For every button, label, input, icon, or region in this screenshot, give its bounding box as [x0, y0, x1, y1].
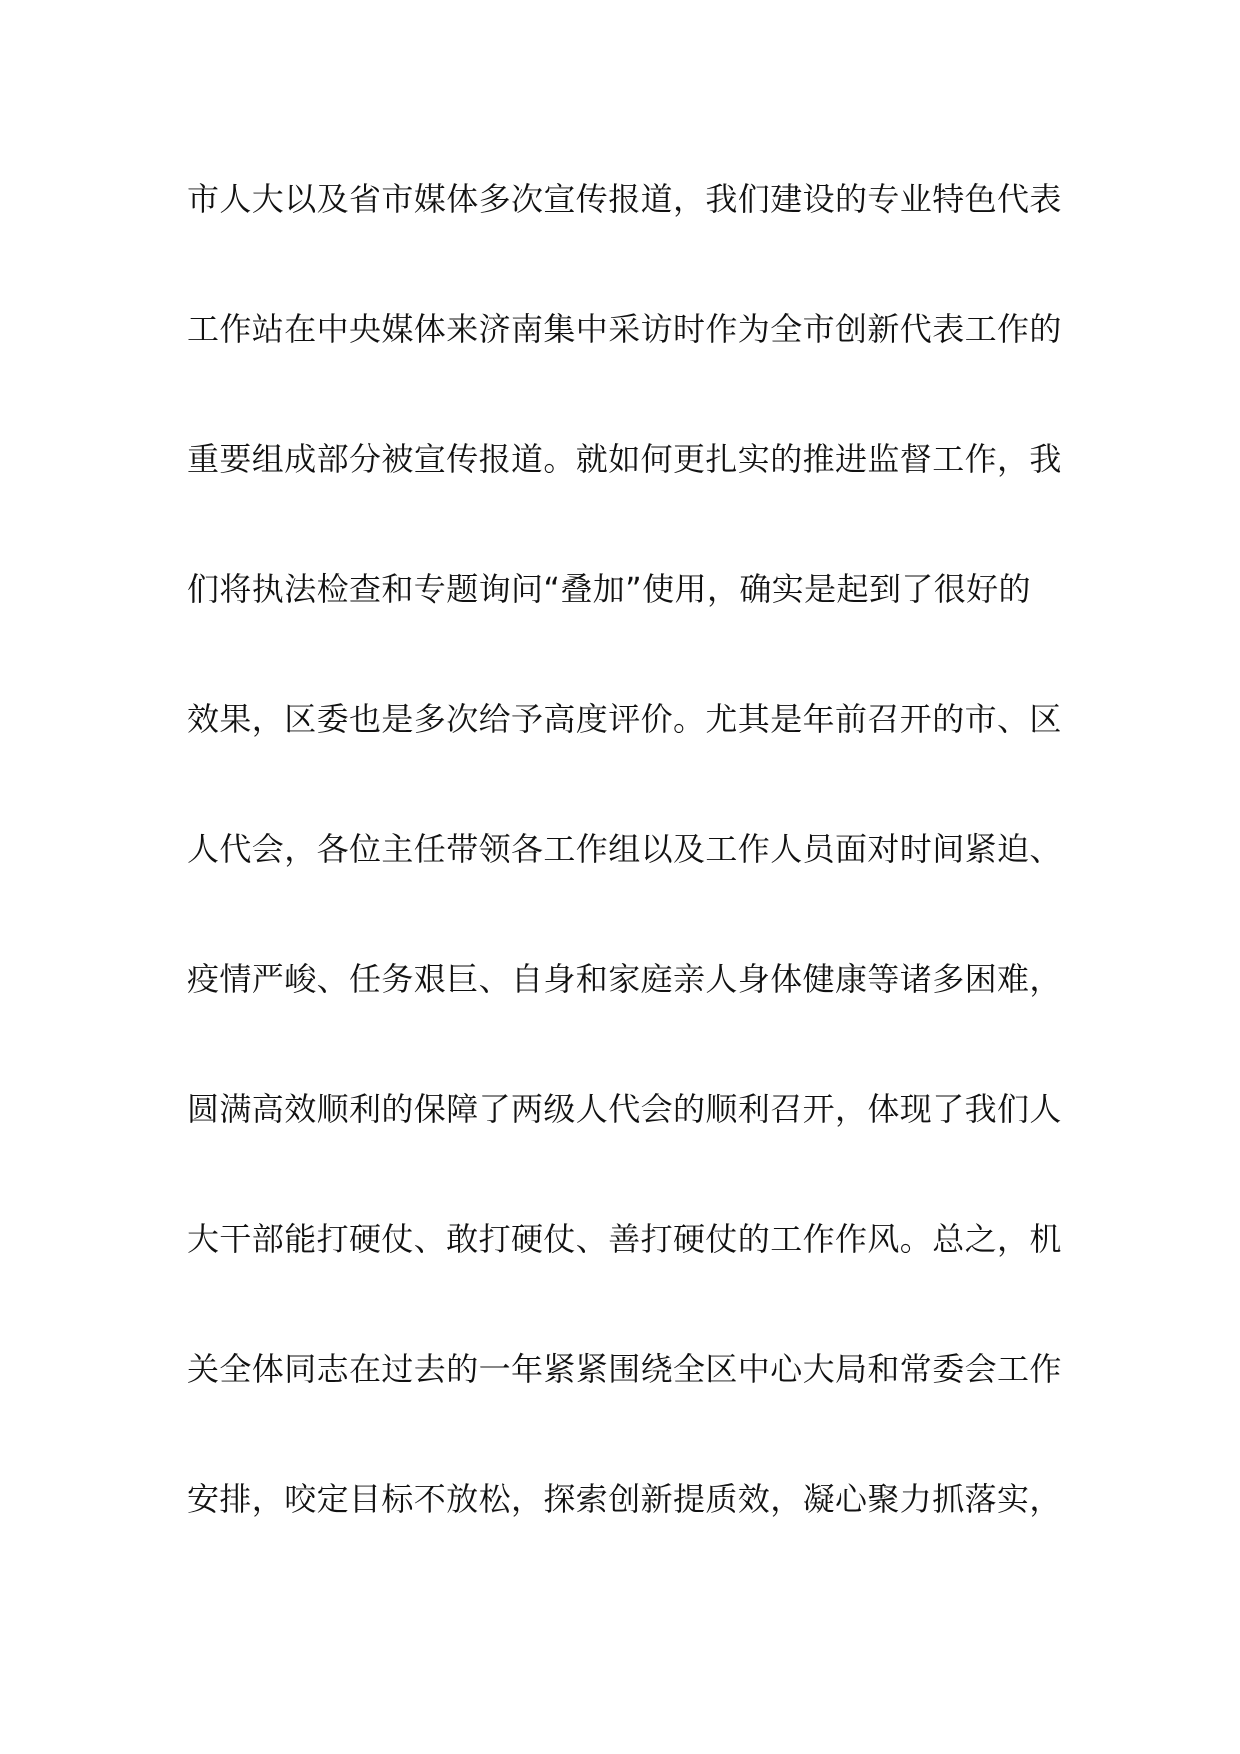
text-line-11: 安排，咬定目标不放松，探索创新提质效，凝心聚力抓落实，: [187, 1480, 1062, 1518]
text-line-3: 重要组成部分被宣传报道。就如何更扎实的推进监督工作，我: [187, 440, 1062, 478]
text-line-10: 关全体同志在过去的一年紧紧围绕全区中心大局和常委会工作: [187, 1350, 1062, 1388]
text-line-5: 效果，区委也是多次给予高度评价。尤其是年前召开的市、区: [187, 700, 1062, 738]
text-line-6: 人代会，各位主任带领各工作组以及工作人员面对时间紧迫、: [187, 830, 1062, 868]
text-line-1: 市人大以及省市媒体多次宣传报道，我们建设的专业特色代表: [187, 180, 1062, 218]
text-line-8: 圆满高效顺利的保障了两级人代会的顺利召开，体现了我们人: [187, 1090, 1062, 1128]
body-text: [187, 167, 1062, 1597]
text-line-2: 工作站在中央媒体来济南集中采访时作为全市创新代表工作的: [187, 310, 1062, 348]
text-line-9: 大干部能打硬仗、敢打硬仗、善打硬仗的工作作风。总之，机: [187, 1220, 1062, 1258]
text-line-4: 们将执法检查和专题询问“叠加”使用，确实是起到了很好的: [187, 570, 1031, 608]
text-line-7: 疫情严峻、任务艰巨、自身和家庭亲人身体健康等诸多困难，: [187, 960, 1062, 998]
